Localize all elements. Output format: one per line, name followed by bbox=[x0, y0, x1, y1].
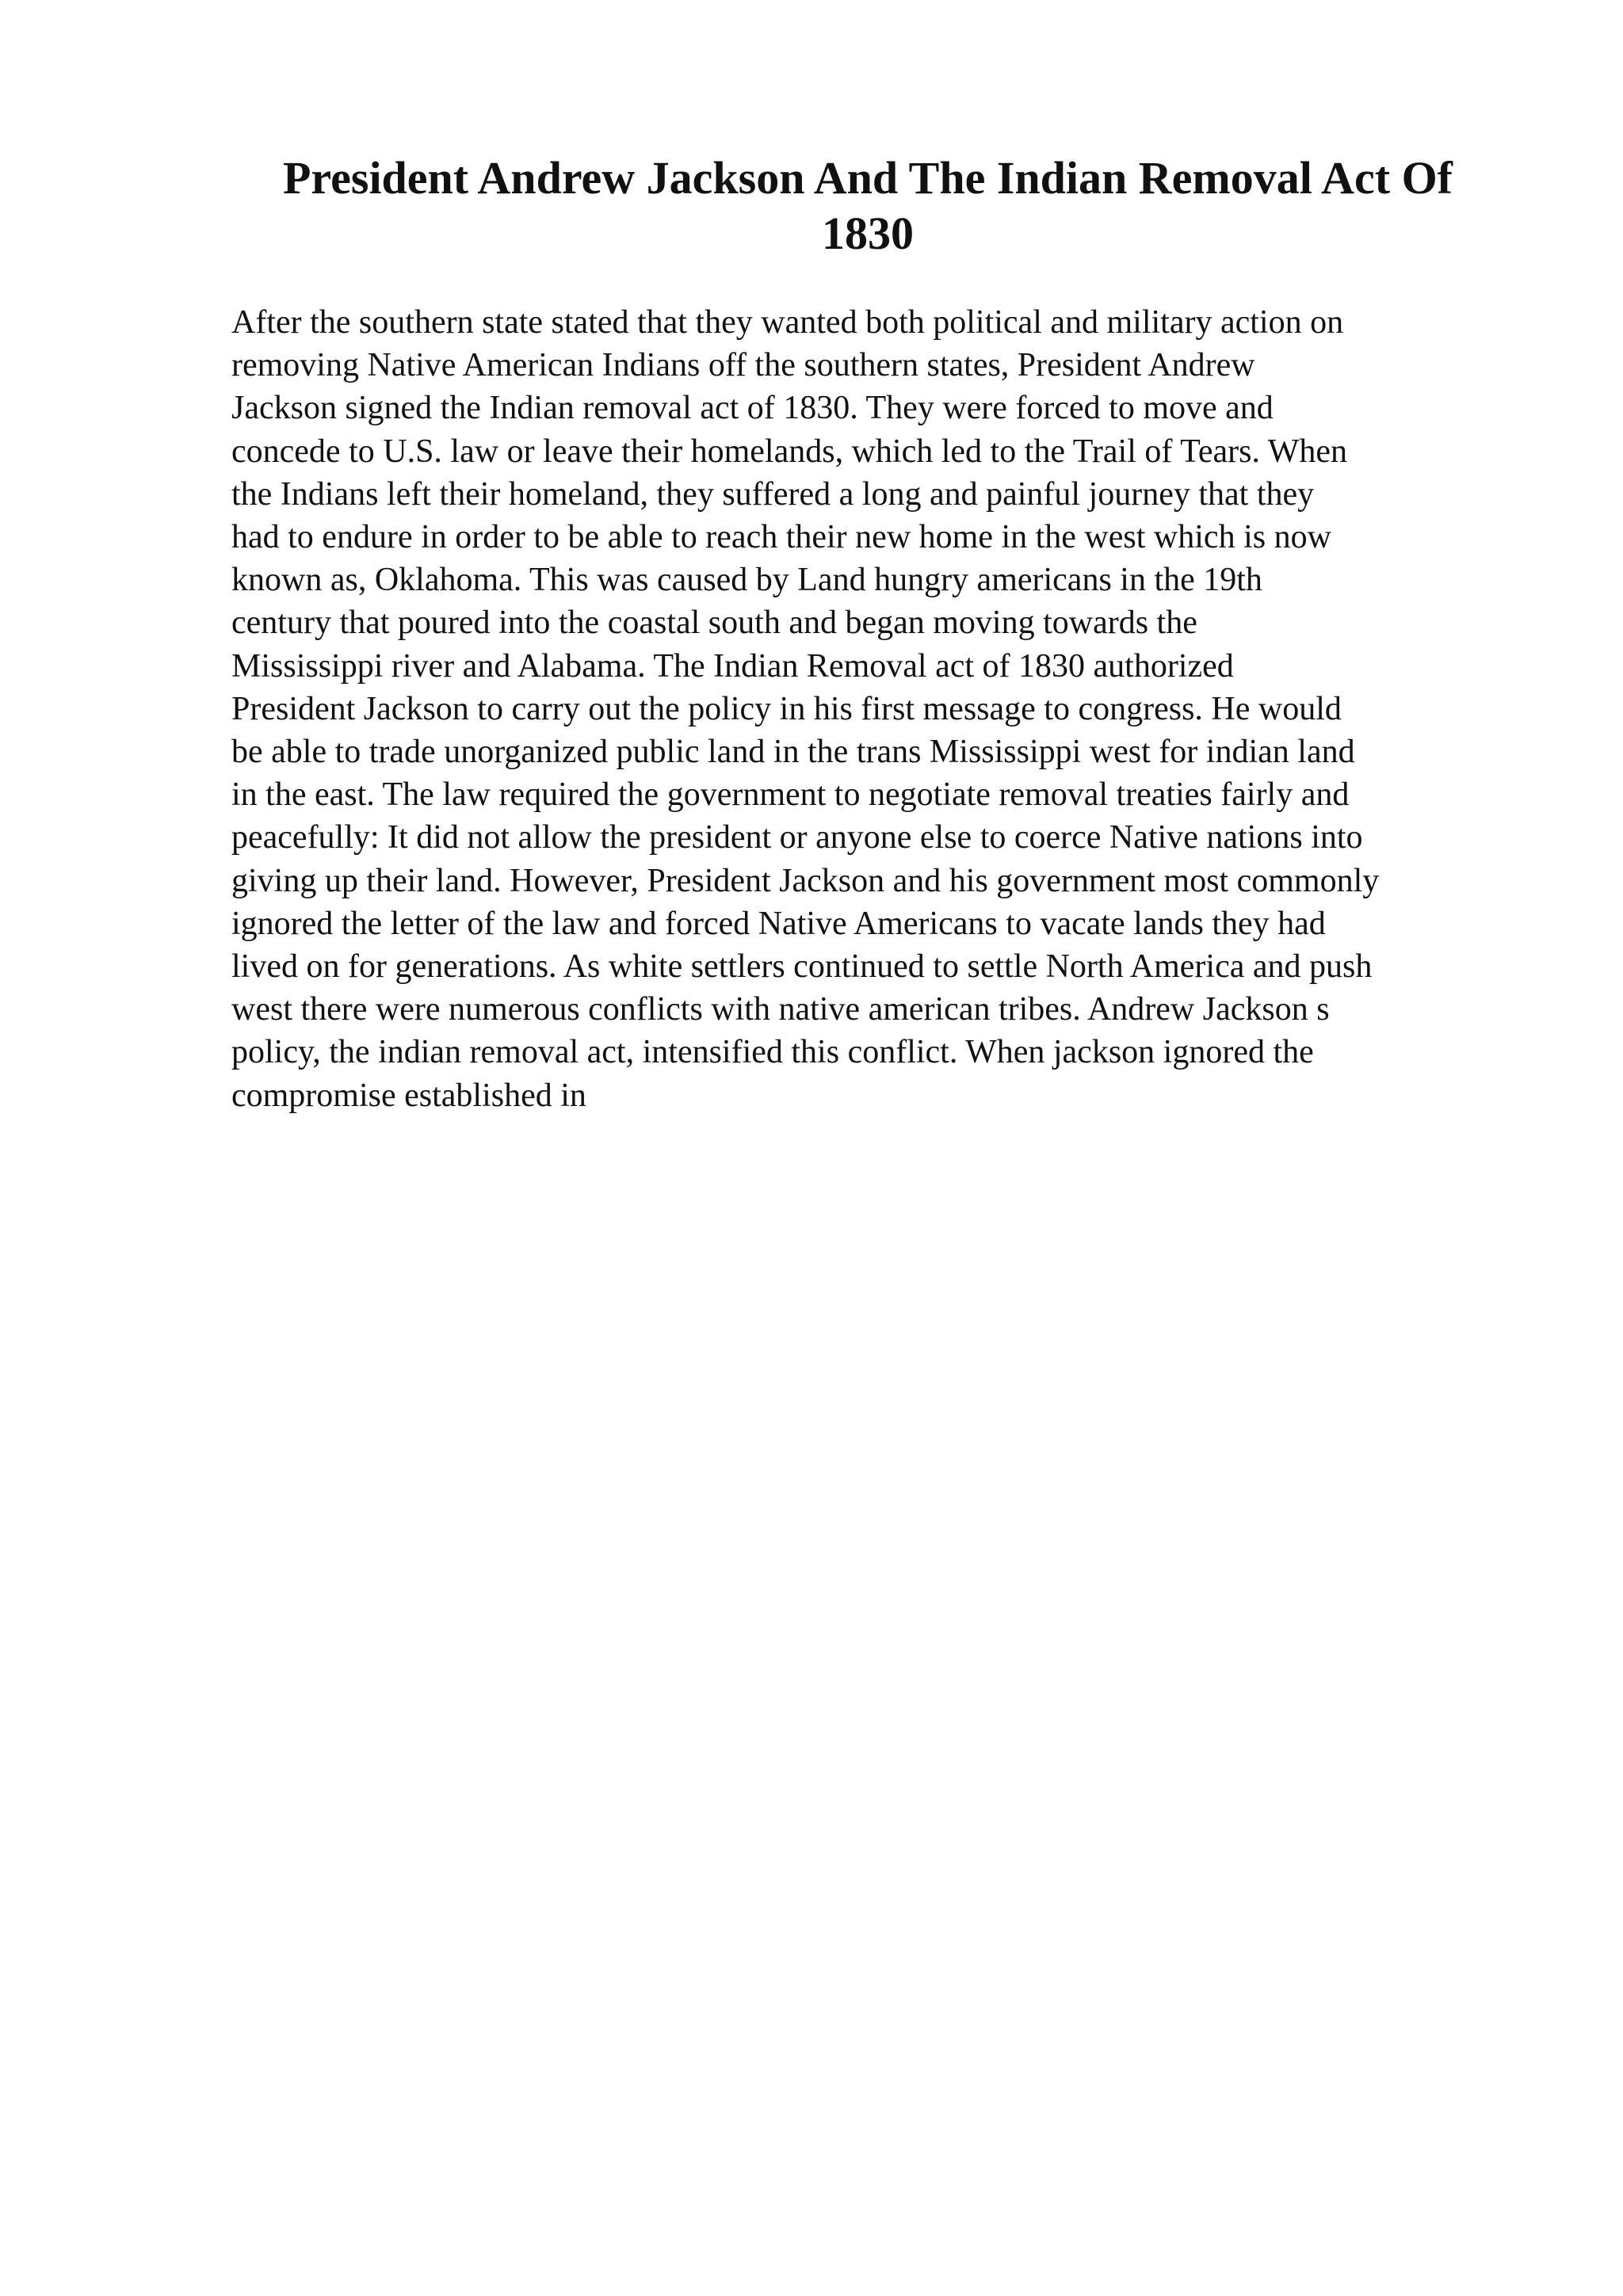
body-line: century that poured into the coastal south and began moving towards the bbox=[231, 605, 1197, 642]
document-title-line: 1830 bbox=[822, 208, 914, 259]
body-line: concede to U.S. law or leave their homelands, which led to the Trail of Tears. When bbox=[231, 433, 1347, 470]
body-line: Jackson signed the Indian removal act of 1830. They were forced to move and bbox=[231, 390, 1274, 427]
body-line: policy, the indian removal act, intensified this conflict. When jackson ignored the bbox=[231, 1034, 1314, 1071]
body-line: compromise established in bbox=[231, 1077, 586, 1114]
body-line: peacefully: It did not allow the president or anyone else to coerce Native nations into bbox=[231, 819, 1363, 856]
document-title-line: President Andrew Jackson And The Indian Removal Act Of bbox=[283, 152, 1453, 204]
document-title bbox=[230, 151, 1506, 261]
body-line: the Indians left their homeland, they suffered a long and painful journey that they bbox=[231, 475, 1315, 513]
body-line: ignored the letter of the law and forced Native Americans to vacate lands they had bbox=[231, 905, 1326, 942]
body-line: had to endure in order to be able to reach their new home in the west which is now bbox=[231, 519, 1331, 556]
body-line: Mississippi river and Alabama. The Indian Removal act of 1830 authorized bbox=[231, 647, 1234, 685]
body-line: west there were numerous conflicts with native american tribes. Andrew Jackson s bbox=[231, 991, 1330, 1028]
body-line: be able to trade unorganized public land in the trans Mississippi west for indian land bbox=[231, 734, 1355, 771]
document-body bbox=[231, 301, 1515, 1117]
body-line: lived on for generations. As white settlers continued to settle North America and push bbox=[231, 948, 1373, 986]
body-line: After the southern state stated that they wanted both political and military action on bbox=[231, 304, 1344, 341]
body-line: President Jackson to carry out the policy in his first message to congress. He would bbox=[231, 690, 1342, 727]
body-line: giving up their land. However, President Jackson and his government most commonly bbox=[231, 862, 1380, 899]
body-line: in the east. The law required the government to negotiate removal treaties fairly and bbox=[231, 776, 1350, 814]
body-line: removing Native American Indians off the southern states, President Andrew bbox=[231, 347, 1255, 384]
body-line: known as, Oklahoma. This was caused by Land hungry americans in the 19th bbox=[231, 562, 1262, 599]
